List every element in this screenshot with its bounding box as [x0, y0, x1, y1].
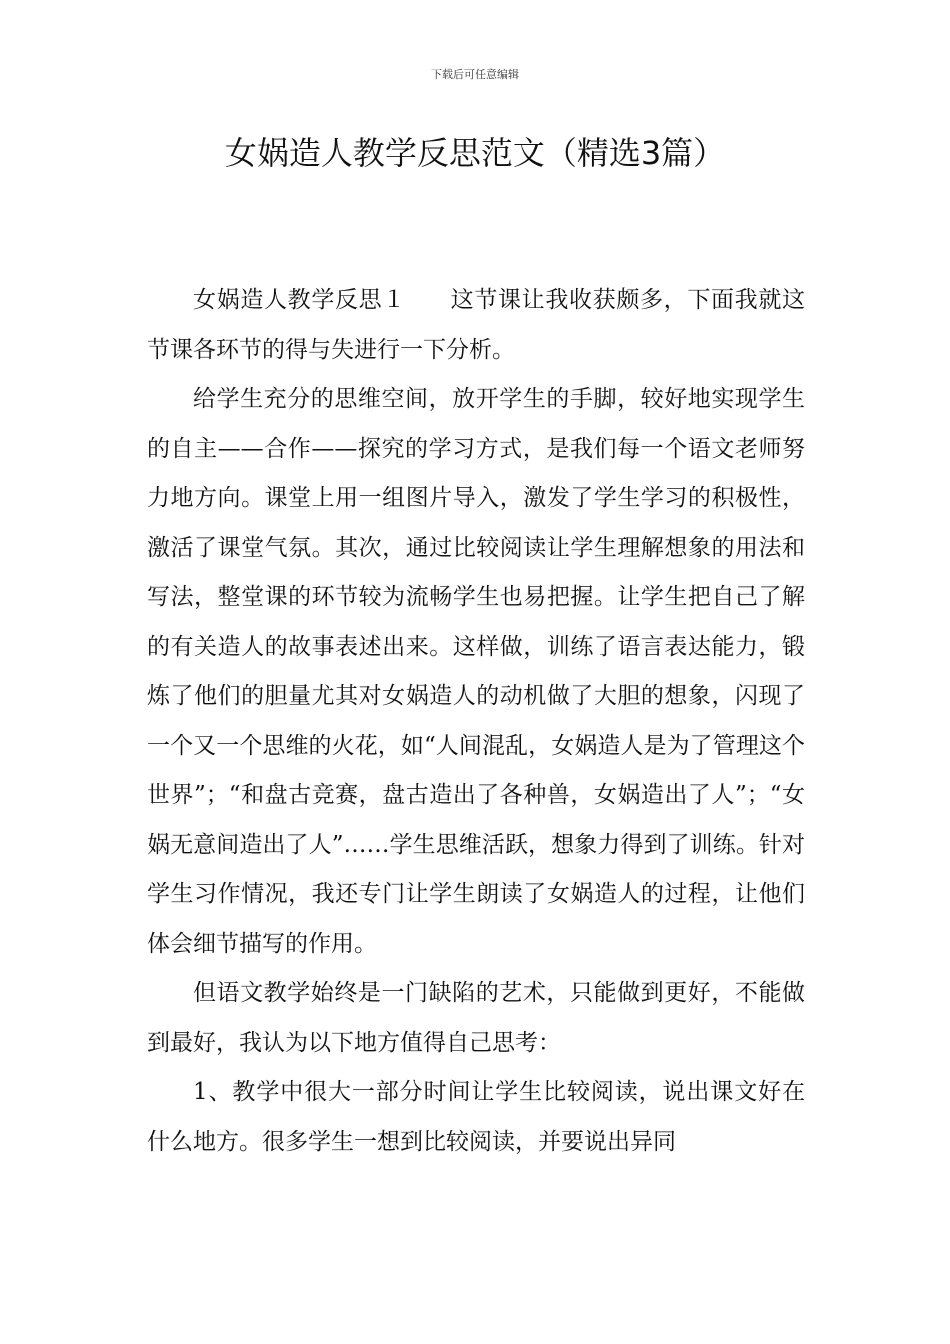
section-intro: 这节课让我收获颇多，下面我就这节课各环节的得与失进行一下分析。 — [147, 287, 806, 363]
paragraph-section-1 — [147, 276, 805, 375]
document-body — [147, 276, 805, 1167]
document-title: 女娲造人教学反思范文（精选3篇） — [224, 134, 726, 172]
page-header-note: 下载后可任意编辑 — [431, 68, 519, 81]
paragraph: 给学生充分的思维空间，放开学生的手脚，较好地实现学生的自主——合作——探究的学习方式，是我们每一个语文老师努力地方向。课堂上用一组图片导入，激发了学生学习的积极性，激活了课堂气氛。其次，通过比较阅读让学生理解想象的用法和写法，整堂课的环节较为流畅学生也易把握。让学生把自己了解的有关造人的故事表述出来。这样做，训练了语言表达能力，锻炼了他们的胆量尤其对女娲造人的动机做了大胆的想象，闪现了一个又一个思维的火花，如“人间混乱，女娲造人是为了管理这个世界”；“和盘古竞赛，盘古造出了各种兽，女娲造出了人”；“女娲无意间造出了人”……学生思维活跃，想象力得到了训练。针对学生习作情况，我还专门让学生朗读了女娲造人的过程，让他们体会细节描写的作用。 — [147, 386, 805, 957]
paragraph: 但语文教学始终是一门缺陷的艺术，只能做到更好，不能做到最好，我认为以下地方值得自己思考： — [147, 980, 805, 1056]
section-heading: 女娲造人教学反思１ — [193, 287, 406, 313]
paragraph: 1、教学中很大一部分时间让学生比较阅读，说出课文好在什么地方。很多学生一想到比较阅读，并要说出异同 — [147, 1079, 805, 1155]
